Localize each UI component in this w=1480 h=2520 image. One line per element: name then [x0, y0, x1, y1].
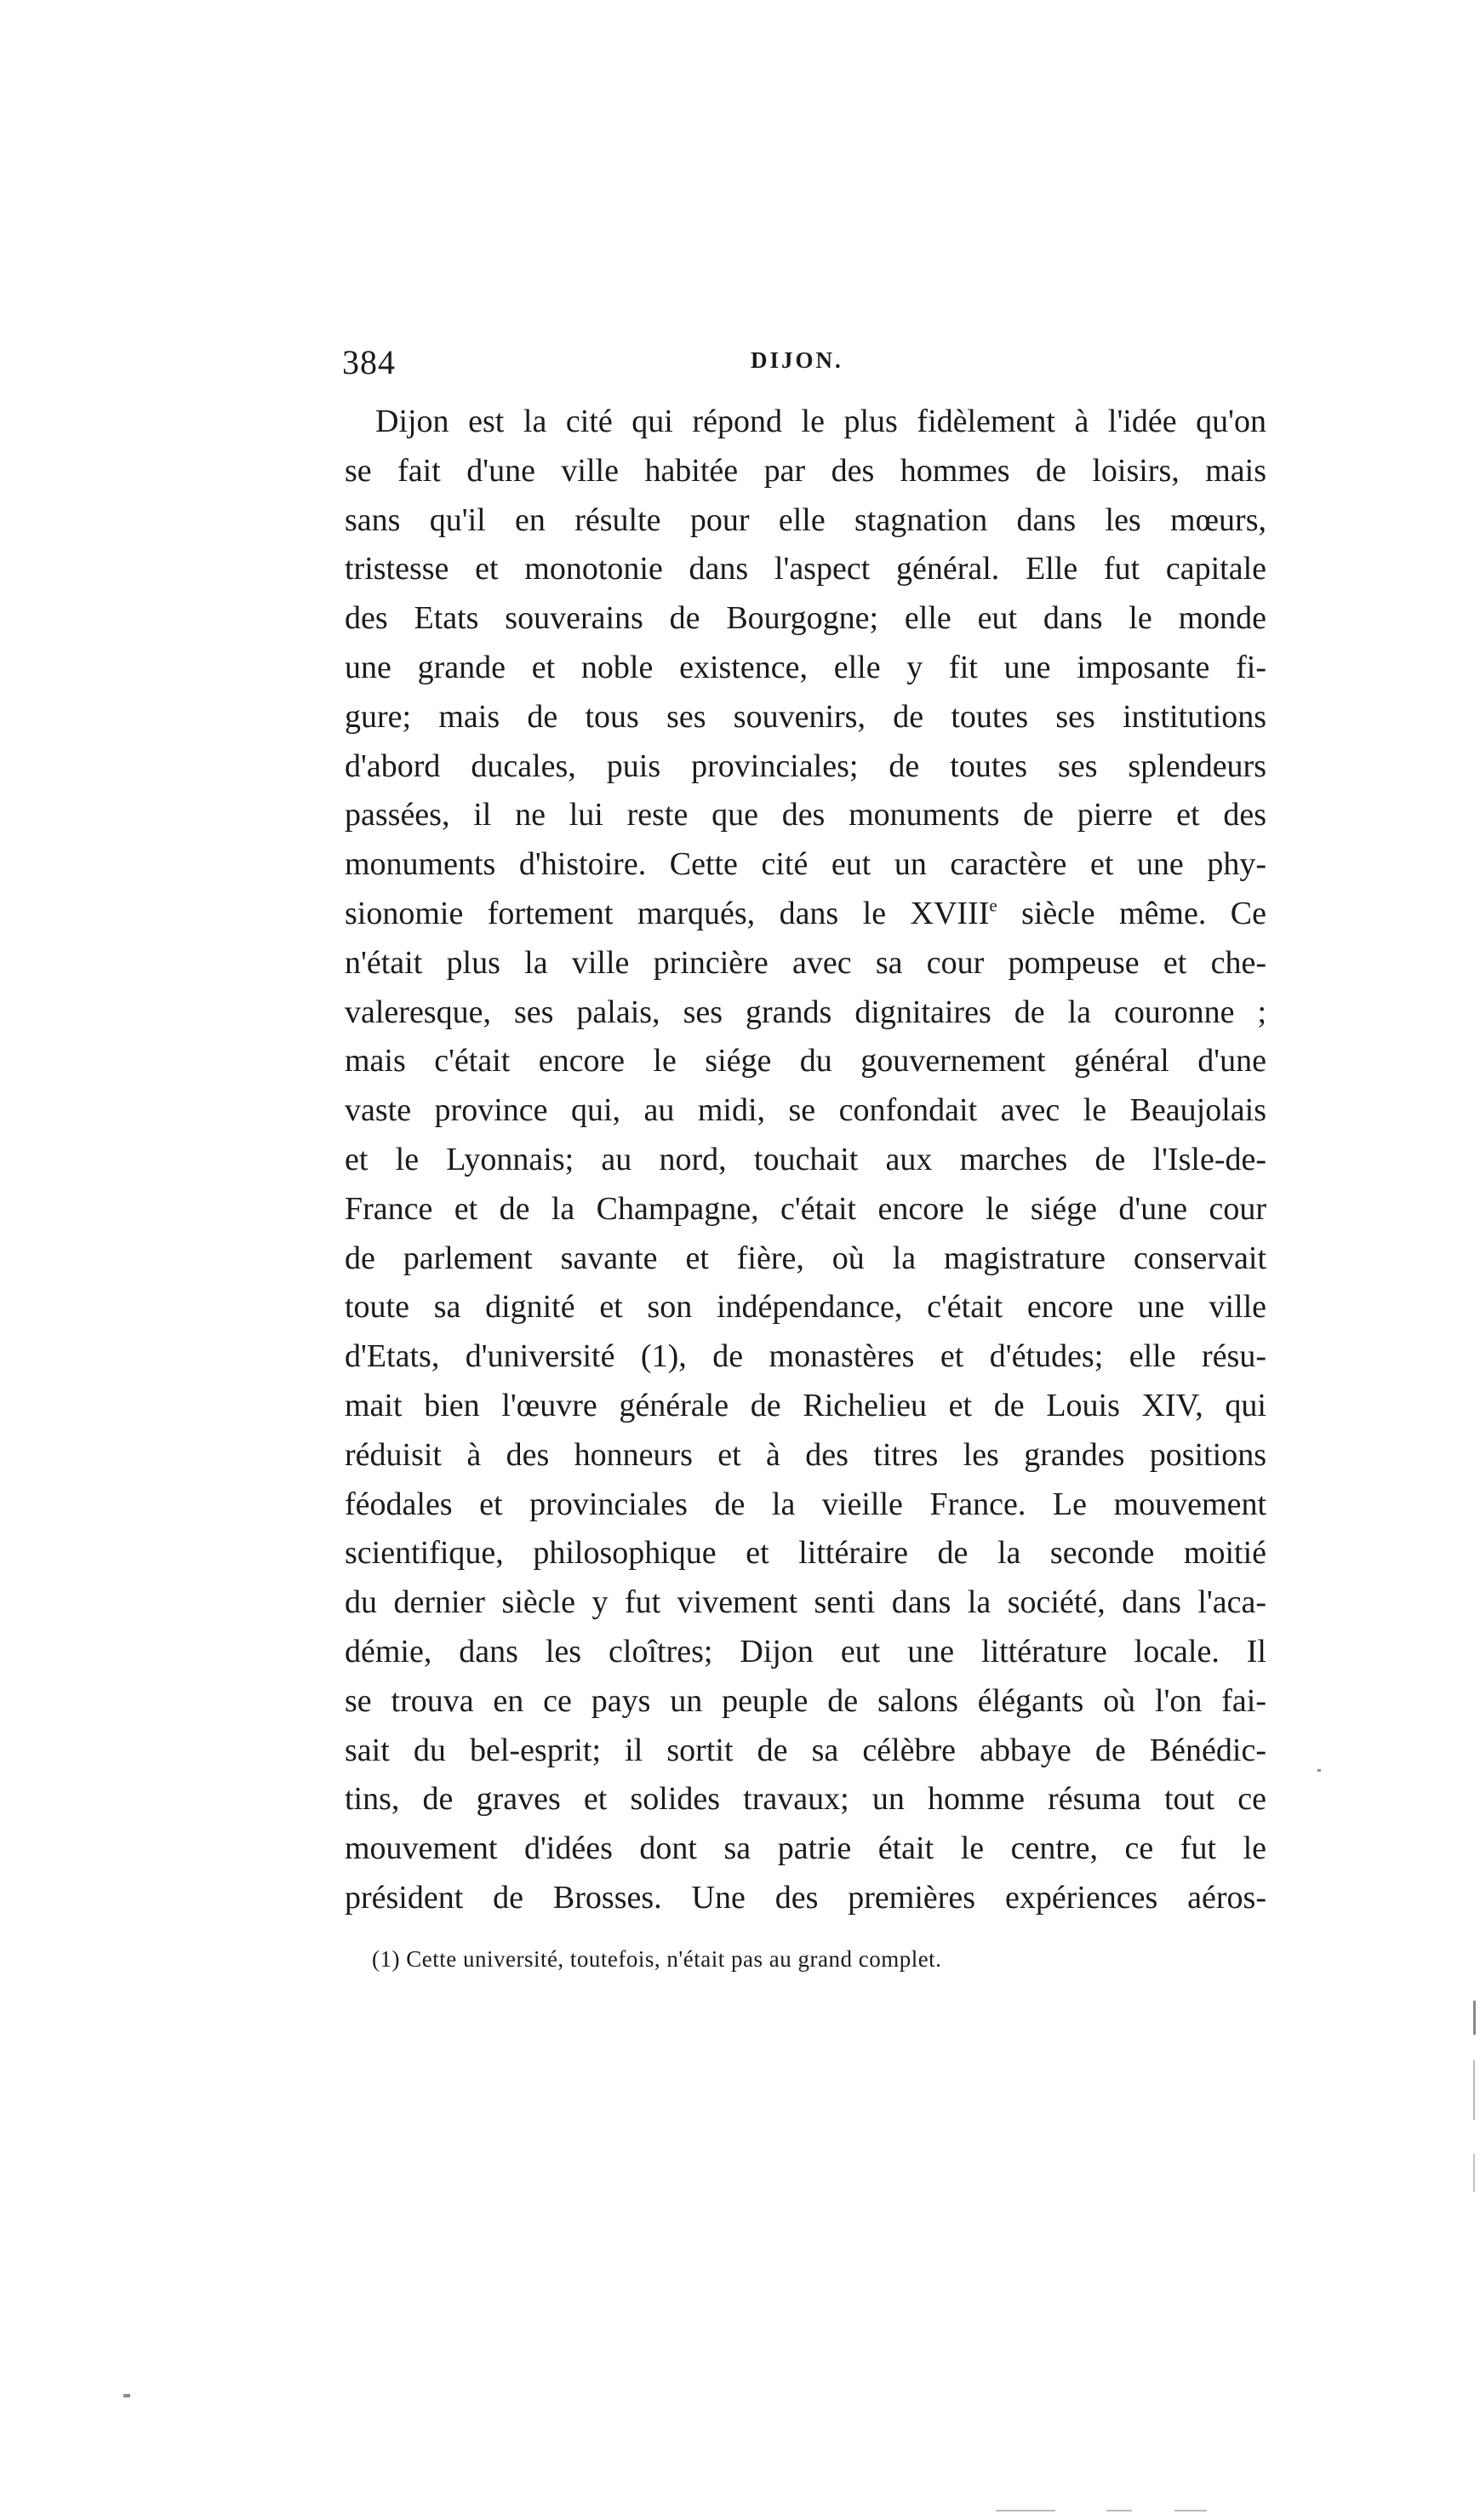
running-head [342, 342, 1270, 385]
text-line: Dijon est la cité qui répond le plus fidèlement à l'idée qu'on [375, 404, 1266, 439]
scan-artifact [123, 2394, 130, 2397]
text-line: d'Etats, d'université (1), de monastères et d'études; elle résu- [345, 1338, 1266, 1375]
text-line: se trouva en ce pays un peuple de salons élégants où l'on fai- [345, 1682, 1266, 1719]
running-title: DIJON. [751, 347, 843, 373]
page-number: 384 [342, 343, 396, 381]
text-line: sans qu'il en résulte pour elle stagnation dans les mœurs, [345, 501, 1266, 538]
text-line: mouvement d'idées dont sa patrie était le centre, ce fut le [345, 1830, 1266, 1867]
text-line: du dernier siècle y fut vivement senti dans la société, dans l'aca- [345, 1584, 1266, 1621]
scan-artifact [996, 2510, 1055, 2511]
text-line: des Etats souverains de Bourgogne; elle eut dans le monde [345, 600, 1266, 637]
scan-artifact [1473, 2154, 1475, 2192]
text-line: gure; mais de tous ses souvenirs, de toutes ses institutions [345, 698, 1266, 735]
superscript: e [989, 895, 997, 916]
text-line: démie, dans les cloîtres; Dijon eut une littérature locale. Il [345, 1633, 1266, 1670]
line-part: siècle même. Ce [997, 895, 1266, 931]
scan-artifact [1106, 2510, 1132, 2511]
text-line: une grande et noble existence, elle y fit une imposante fi- [345, 649, 1266, 685]
text-line: scientifique, philosophique et littéraire de la seconde moitié [345, 1535, 1266, 1572]
text-line: passées, il ne lui reste que des monuments de pierre et des [345, 797, 1266, 833]
text-line: monuments d'histoire. Cette cité eut un caractère et une phy- [345, 846, 1266, 883]
text-line: de parlement savante et fière, où la magistrature conservait [345, 1240, 1266, 1276]
text-line: tristesse et monotonie dans l'aspect général. Elle fut capitale [345, 551, 1266, 587]
text-line: n'était plus la ville princière avec sa cour pompeuse et che- [345, 944, 1266, 981]
text-line: mais c'était encore le siége du gouvernement général d'une [345, 1043, 1266, 1080]
text-line: président de Brosses. Une des premières expériences aéros- [345, 1879, 1266, 1916]
text-line: féodales et provinciales de la vieille France. Le mouvement [345, 1486, 1266, 1522]
text-line: toute sa dignité et son indépendance, c'était encore une ville [345, 1289, 1266, 1326]
text-line: tins, de graves et solides travaux; un homme résuma tout ce [345, 1781, 1266, 1818]
text-line: valeresque, ses palais, ses grands dignitaires de la couronne ; [345, 994, 1266, 1030]
body-text [345, 398, 1266, 1923]
line-part: sionomie fortement marqués, dans le XVIII [345, 895, 990, 931]
text-line: réduisit à des honneurs et à des titres les grandes positions [345, 1436, 1266, 1473]
text-line: se fait d'une ville habitée par des hommes de loisirs, mais [345, 452, 1266, 489]
footnote: (1) Cette université, toutefois, n'était pas au grand complet. [372, 1946, 942, 1972]
scan-artifact [1317, 1769, 1321, 1772]
scan-artifact [1473, 2060, 1475, 2120]
text-line: sait du bel-esprit; il sortit de sa célèbre abbaye de Bénédic- [345, 1732, 1266, 1768]
scan-artifact [1174, 2510, 1207, 2511]
text-line-with-superscript [345, 890, 1266, 939]
text-line: d'abord ducales, puis provinciales; de toutes ses splendeurs [345, 747, 1266, 784]
scan-artifact [1473, 2001, 1476, 2035]
text-line: et le Lyonnais; au nord, touchait aux marches de l'Isle-de- [345, 1141, 1266, 1177]
text-line: mait bien l'œuvre générale de Richelieu et de Louis XIV, qui [345, 1387, 1266, 1423]
text-line: France et de la Champagne, c'était encore le siége d'une cour [345, 1190, 1266, 1227]
text-line: vaste province qui, au midi, se confondait avec le Beaujolais [345, 1092, 1266, 1129]
